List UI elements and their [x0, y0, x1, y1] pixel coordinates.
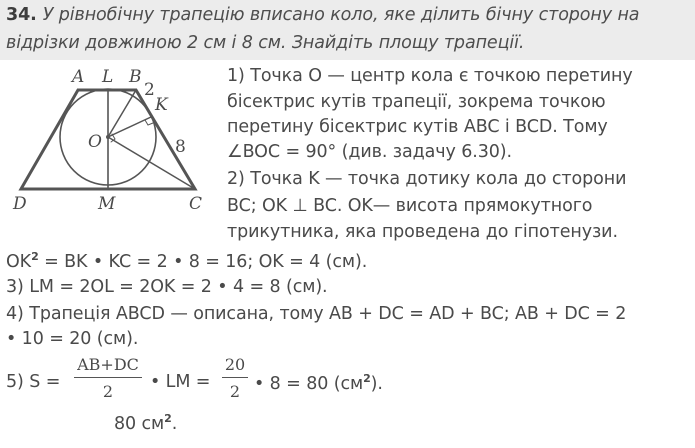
label-2: 2	[144, 80, 155, 100]
fraction-ab-dc-over-2	[74, 355, 142, 401]
step-1-line-d: ∠BOC = 90° (див. задачу 6.30).	[227, 142, 512, 162]
fraction-2-numerator: 20	[224, 355, 246, 374]
step-5-result-text: • 8 = 80 (см	[254, 373, 364, 394]
trapezoid-figure	[8, 62, 213, 212]
problem-number: 34.	[6, 5, 37, 25]
fraction-1-denominator: 2	[102, 382, 114, 401]
fraction-1-bar	[74, 377, 142, 378]
right-angle-mark-K	[145, 120, 153, 125]
label-D: D	[13, 194, 27, 212]
step-5-prefix: 5) S =	[6, 372, 61, 392]
step-1-line-c: перетину бісектрис кутів ABC і BCD. Тому	[227, 117, 608, 137]
label-8: 8	[175, 137, 186, 157]
label-B: B	[129, 67, 142, 87]
answer	[114, 412, 177, 434]
label-L: L	[102, 67, 114, 87]
label-K: K	[155, 95, 168, 115]
problem-header	[0, 0, 695, 60]
answer-exponent: 2	[164, 412, 172, 425]
center-point-O	[106, 135, 110, 139]
problem-statement-line-1	[6, 5, 639, 25]
step-4-line-a: 4) Трапеція ABCD — описана, тому AB + DC = AD + BC; AB + DC = 2	[6, 304, 627, 324]
ok-text: OK	[6, 251, 32, 272]
label-O: O	[88, 132, 102, 152]
fraction-2-denominator: 2	[229, 382, 241, 401]
problem-statement-line-2: відрізки довжиною 2 см і 8 см. Знайдіть площу трапеції.	[6, 33, 525, 53]
step-2-line-d	[6, 250, 367, 272]
fraction-20-over-2	[222, 355, 248, 401]
answer-text: 80 см	[114, 413, 165, 434]
step-1-line-b: бісектрис кутів трапеції, зокрема точкою	[227, 92, 606, 112]
fraction-1-numerator: AB+DC	[77, 355, 139, 374]
step-3-line: 3) LM = 2OL = 2OK = 2 • 4 = 8 (см).	[6, 277, 328, 297]
label-M: M	[98, 194, 116, 212]
ok-squared-exponent: 2	[31, 250, 39, 263]
fraction-2-bar	[222, 377, 248, 378]
answer-dot: .	[171, 413, 178, 434]
ok-formula-text: = BK • KC = 2 • 8 = 16; OK = 4 (см).	[38, 251, 368, 272]
label-A: A	[72, 67, 85, 87]
problem-text-1: У рівнобічну трапецію вписано коло, яке ділить бічну сторону на	[42, 5, 640, 25]
step-5-middle: • LM =	[150, 372, 211, 392]
step-5-result-close: ).	[370, 373, 383, 394]
step-2-line-a: 2) Точка K — точка дотику кола до сторони	[227, 169, 627, 189]
step-5-result	[254, 372, 383, 394]
step-4-line-b: • 10 = 20 (см).	[6, 329, 139, 349]
step-2-line-b: BC; OK ⊥ BC. OK— висота прямокутного	[227, 196, 593, 216]
step-1-line-a: 1) Точка О — центр кола є точкою перетину	[227, 66, 633, 86]
step-5-result-exponent: 2	[363, 372, 371, 385]
step-2-line-c: трикутника, яка проведена до гіпотенузи.	[227, 222, 618, 242]
label-C: C	[189, 194, 203, 212]
